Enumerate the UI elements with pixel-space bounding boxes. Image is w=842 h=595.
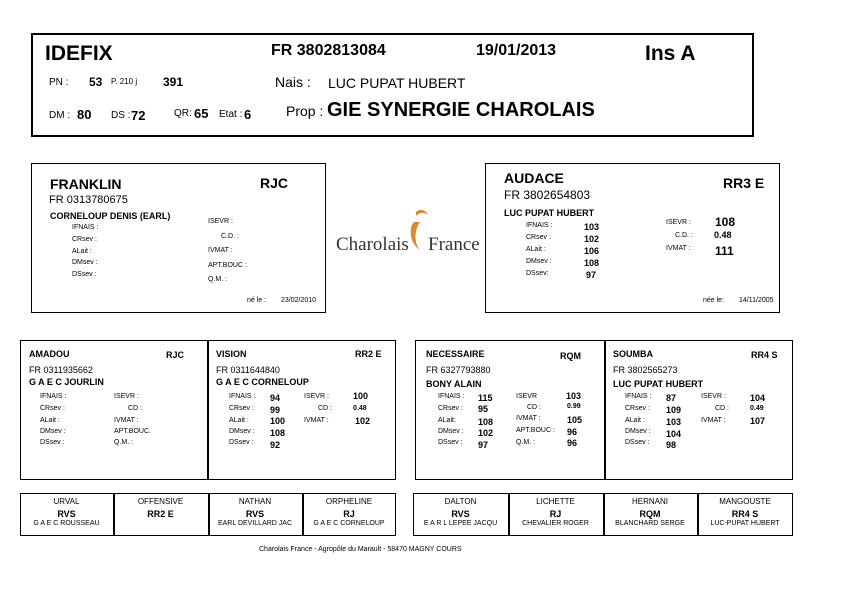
ggp-code: RJ <box>343 509 355 519</box>
sire-ivmat-label: IVMAT : <box>208 247 233 254</box>
ds-value: 72 <box>131 108 146 123</box>
gp3-isevr: 103 <box>566 391 582 401</box>
sire-qm-label: Q.M. : <box>208 276 228 283</box>
charolais-france-logo <box>334 208 478 264</box>
gp3-dmsev-label: DMsev : <box>438 428 464 435</box>
ggp-code: RR4 S <box>731 509 759 519</box>
dam-code: RR3 E <box>723 175 765 191</box>
ggp-breeder: G A E C ROUSSEAU <box>33 520 100 527</box>
sire-isevr-label: ISEVR : <box>208 218 233 225</box>
dam-cd-label: C.D. : <box>675 232 693 239</box>
gp2-cd: 0.48 <box>353 405 367 412</box>
qr-value: 65 <box>194 106 209 121</box>
dam-born: 14/11/2005 <box>739 297 774 304</box>
ggp-code: RJ <box>549 509 562 519</box>
gp3-id: FR 6327793880 <box>426 365 491 375</box>
gp3-ifnais: 115 <box>478 393 493 403</box>
sire-id: FR 0313780675 <box>49 194 128 206</box>
ggp-name: MANGOUSTE <box>719 497 771 506</box>
gp2-ivmat: 102 <box>355 416 371 426</box>
gp3-dssev: 97 <box>478 440 489 450</box>
ggp-breeder: E A R L LEPEE JACQU <box>423 520 498 527</box>
ggp-name: DALTON <box>444 497 477 506</box>
pn-value: 53 <box>89 75 103 89</box>
gp3-dmsev: 102 <box>478 428 494 438</box>
ggp-name: OFFENSIVE <box>137 497 184 506</box>
gp4-ifnais: 87 <box>666 393 677 403</box>
gp4-alait: 103 <box>666 417 682 427</box>
gp4-cd-label: CD : <box>715 405 729 412</box>
dam-dmsev-label: DMsev : <box>526 258 552 265</box>
gp1-qm-label: Q.M. : <box>114 439 134 446</box>
gp4-ivmat-label: IVMAT : <box>701 417 726 424</box>
gp3-name: NECESSAIRE <box>426 349 485 359</box>
gp3-qm: 96 <box>567 438 578 448</box>
gp1-cd-label: CD : <box>128 405 142 412</box>
dam-cd: 0.48 <box>714 230 732 240</box>
ggp-cell-nathan <box>208 497 302 527</box>
sire-name: FRANKLIN <box>50 176 122 192</box>
ggp-cell-dalton <box>413 497 508 527</box>
gp3-cd: 0.99 <box>567 403 581 410</box>
ggp-name: URVAL <box>53 497 80 506</box>
sire-dssev-label: DSsev : <box>72 271 97 278</box>
gp2-code: RR2 E <box>355 349 382 359</box>
dam-ifnais-label: IFNAIS : <box>526 222 553 229</box>
gp1-dssev-label: DSsev : <box>40 439 65 446</box>
sire-born: 23/02/2010 <box>281 297 317 304</box>
gp3-alait: 108 <box>478 417 494 427</box>
gp4-id: FR 3802565273 <box>613 365 678 375</box>
gp4-isevr-label: ISEVR : <box>701 393 726 400</box>
sire-code: RJC <box>260 175 289 191</box>
gp4-ivmat: 107 <box>750 416 766 426</box>
gp2-cd-label: CD : <box>318 405 332 412</box>
sire-crsev-label: CRsev : <box>72 236 97 243</box>
dam-alait-label: ALait : <box>526 246 546 253</box>
sire-alait-label: ALait : <box>72 248 92 255</box>
gp1-isevr-label: ISEVR : <box>114 393 139 400</box>
gp4-isevr: 104 <box>750 393 766 403</box>
gp4-crsev-label: CRsev : <box>625 405 650 412</box>
animal-id: FR 3802813084 <box>271 42 386 59</box>
gp3-ivmat: 105 <box>567 415 583 425</box>
dam-isevr: 108 <box>715 215 736 229</box>
animal-date: 19/01/2013 <box>476 42 557 59</box>
dm-label: DM : <box>49 110 71 121</box>
ggp-code: RVS <box>451 509 470 519</box>
dm-value: 80 <box>77 107 92 122</box>
gp4-alait-label: ALait : <box>625 417 645 424</box>
sire-cd-label: C.D. : <box>221 233 239 240</box>
ggp-breeder: LUC-PUPAT HUBERT <box>710 520 780 527</box>
etat-value: 6 <box>244 107 252 122</box>
gp3-qm-label: Q.M. : <box>516 439 536 446</box>
sire-ifnais-label: IFNAIS : <box>72 224 99 231</box>
dam-alait: 106 <box>584 246 600 256</box>
gp3-isevr-label: ISEVR <box>516 393 538 400</box>
gp4-name: SOUMBA <box>613 349 653 359</box>
gp2-alait: 100 <box>270 416 286 426</box>
p210-label: P. 210 j <box>111 77 138 86</box>
ggp-cell-orpheline <box>302 497 396 527</box>
gp3-crsev: 95 <box>478 404 489 414</box>
ggp-cell-mangouste <box>697 497 793 527</box>
gp3-dssev-label: DSsev : <box>438 439 463 446</box>
ggp-code: RR2 E <box>147 509 174 519</box>
gp3-aptbouc-label: APT.BOUC : <box>516 427 555 434</box>
gp2-dmsev-label: DMsev : <box>229 428 255 435</box>
gp1-code: RJC <box>166 350 185 360</box>
p210-value: 391 <box>163 75 184 89</box>
inscription-code: Ins A <box>645 42 696 65</box>
logo-text-france: France <box>428 234 480 255</box>
gp3-code: RQM <box>560 351 581 361</box>
ggp-cell-hernani <box>603 497 697 527</box>
dam-id: FR 3802654803 <box>504 188 591 202</box>
gp3-crsev-label: CRsev : <box>438 405 463 412</box>
gp1-aptbouc-label: APT.BOUC. <box>114 428 151 435</box>
gp1-id: FR 0311935662 <box>29 365 93 375</box>
gp3-cd-label: CD : <box>527 404 541 411</box>
animal-name: IDEFIX <box>45 42 113 65</box>
gp2-isevr-label: ISEVR : <box>304 393 329 400</box>
dam-dssev-label: DSsev: <box>526 270 549 277</box>
gp4-breeder: LUC PUPAT HUBERT <box>613 379 704 389</box>
prop-label: Prop : <box>286 103 324 119</box>
ggp-name: LICHETTE <box>536 497 575 506</box>
gp3-alait-label: ALait: <box>438 417 456 424</box>
gp4-dmsev: 104 <box>666 429 682 439</box>
gp2-id: FR 0311644840 <box>216 365 280 375</box>
gp3-ifnais-label: IFNAIS : <box>438 393 465 400</box>
gp2-breeder: G A E C CORNELOUP <box>216 377 309 387</box>
gp1-name: AMADOU <box>29 349 70 359</box>
ggp-code: RVS <box>245 509 265 519</box>
prop-value: GIE SYNERGIE CHAROLAIS <box>327 99 595 121</box>
gp1-alait-label: ALait : <box>40 417 60 424</box>
gp3-aptbouc: 96 <box>567 427 578 437</box>
ggp-breeder: BLANCHARD SERGE <box>615 520 685 527</box>
gp2-name: VISION <box>216 349 247 359</box>
gp2-dssev-label: DSsev : <box>229 439 254 446</box>
ggp-name: ORPHELINE <box>325 497 373 506</box>
ggp-cell-lichette <box>508 497 603 527</box>
dam-dssev: 97 <box>586 270 597 280</box>
gp4-ifnais-label: IFNAIS : <box>625 393 652 400</box>
logo-text-charolais: Charolais <box>336 234 409 255</box>
dam-name: AUDACE <box>504 170 564 186</box>
dam-born-label: née le: <box>703 297 725 304</box>
dam-crsev: 102 <box>584 234 600 244</box>
qr-label: QR: <box>174 108 192 119</box>
etat-label: Etat : <box>219 109 243 120</box>
gp4-dmsev-label: DMsev : <box>625 428 651 435</box>
gp2-crsev: 99 <box>270 405 281 415</box>
gp3-breeder: BONY ALAIN <box>426 379 482 389</box>
gp1-ifnais-label: IFNAIS : <box>40 393 67 400</box>
ggp-breeder: EARL DEVILLARD JAC <box>217 520 293 527</box>
gp1-breeder: G A E C JOURLIN <box>29 377 104 387</box>
ggp-code: RQM <box>639 509 661 519</box>
gp4-dssev-label: DSsev : <box>625 439 650 446</box>
gp2-dmsev: 108 <box>270 428 286 438</box>
dam-crsev-label: CRsev : <box>526 234 551 241</box>
gp4-cd: 0.49 <box>750 405 764 412</box>
nais-label: Nais : <box>275 74 311 90</box>
dam-dmsev: 108 <box>584 258 600 268</box>
nais-value: LUC PUPAT HUBERT <box>328 75 466 91</box>
gp2-alait-label: ALait : <box>229 417 249 424</box>
gp3-ivmat-label: IVMAT : <box>516 415 541 422</box>
ggp-breeder: CHEVALIER ROGER <box>522 520 589 527</box>
gp2-dssev: 92 <box>270 440 281 450</box>
dam-breeder: LUC PUPAT HUBERT <box>504 208 595 218</box>
sire-born-label: né le : <box>247 297 267 304</box>
gp4-crsev: 109 <box>666 405 682 415</box>
ggp-cell-urval <box>20 497 113 527</box>
gp2-isevr: 100 <box>353 391 369 401</box>
pn-label: PN : <box>49 77 69 88</box>
gp1-dmsev-label: DMsev : <box>40 428 66 435</box>
ggp-breeder: G A E C CORNELOUP <box>313 520 385 527</box>
dam-isevr-label: ISEVR : <box>666 219 691 226</box>
gp4-code: RR4 S <box>751 350 778 360</box>
gp4-dssev: 98 <box>666 440 677 450</box>
dam-ivmat: 111 <box>715 244 734 258</box>
footer-address: Charolais France - Agropôle du Marault - 58470 MAGNY COURS <box>259 546 462 553</box>
gp1-ivmat-label: IVMAT : <box>114 417 139 424</box>
ds-label: DS : <box>111 110 131 121</box>
sire-dmsev-label: DMsev : <box>72 259 98 266</box>
ggp-code: RVS <box>57 509 76 519</box>
gp2-ifnais: 94 <box>270 393 281 403</box>
gp2-crsev-label: CRsev : <box>229 405 254 412</box>
gp2-ivmat-label: IVMAT : <box>304 417 329 424</box>
sire-breeder: CORNELOUP DENIS (EARL) <box>50 211 171 221</box>
ggp-name: NATHAN <box>238 497 272 506</box>
dam-ivmat-label: IVMAT : <box>666 245 691 252</box>
dam-ifnais: 103 <box>584 222 600 232</box>
gp2-ifnais-label: IFNAIS : <box>229 393 256 400</box>
sire-aptbouc-label: APT.BOUC : <box>208 262 247 269</box>
ggp-cell-offensive <box>113 497 208 520</box>
ggp-name: HERNANI <box>631 497 668 506</box>
gp1-crsev-label: CRsev : <box>40 405 65 412</box>
